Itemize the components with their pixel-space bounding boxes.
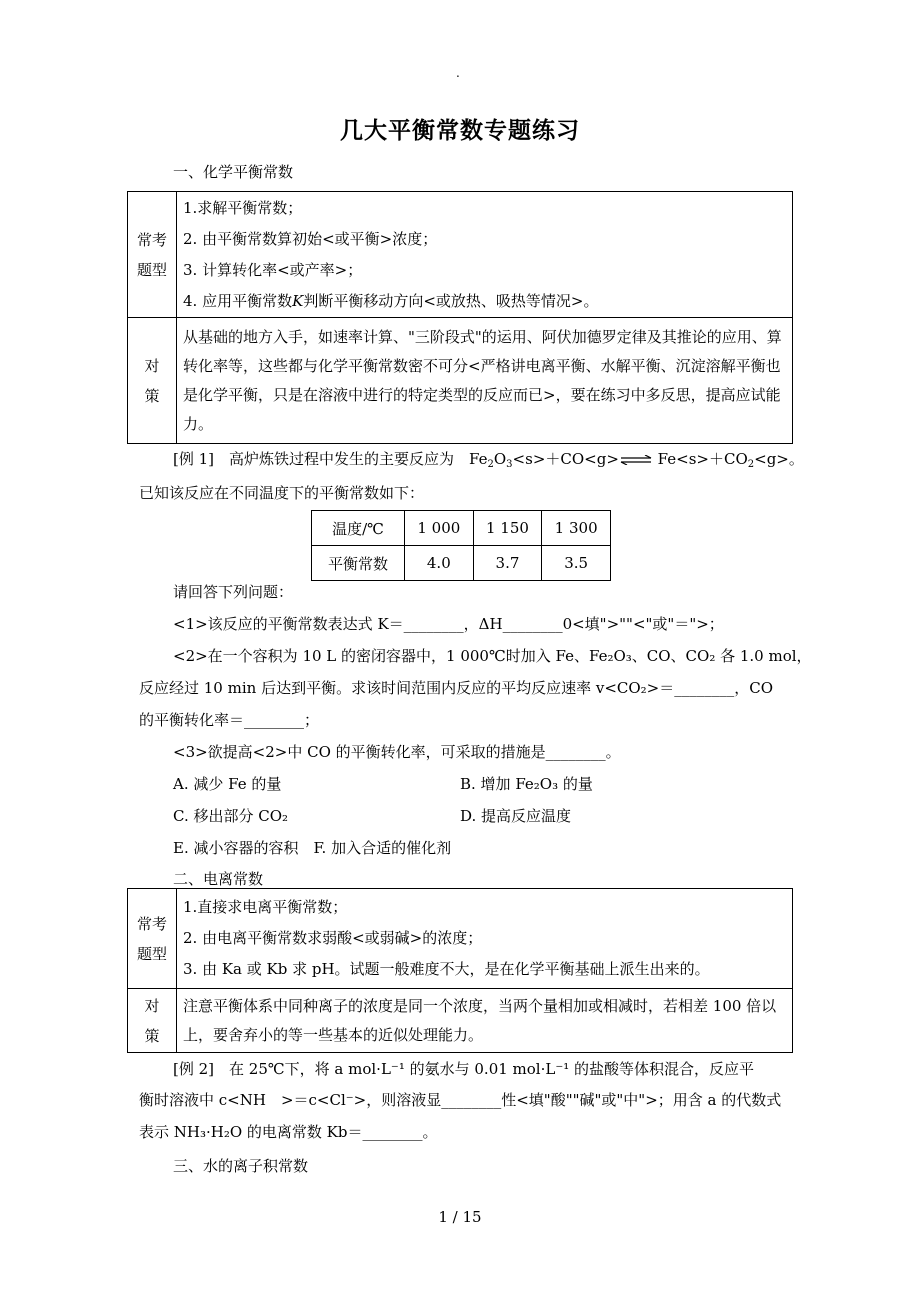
question-2-line2: 反应经过 10 min 后达到平衡。求该时间范围内反应的平均反应速率 v<CO₂>＝________，CO bbox=[139, 679, 774, 697]
example2-line1: [例 2] 在 25℃下，将 a mol·L⁻¹ 的氨水与 0.01 mol·L⁻¹ 的盐酸等体积混合，反应平 bbox=[173, 1060, 755, 1078]
types-cell bbox=[177, 192, 793, 318]
type-item: 1.直接求电离平衡常数； bbox=[183, 898, 348, 916]
type-item: 2. 由平衡常数算初始<或平衡>浓度； bbox=[183, 229, 438, 248]
option-c: C. 移出部分 CO₂ bbox=[173, 807, 289, 825]
types-label: 常考 题型 bbox=[128, 192, 177, 318]
section2-heading: 二、电离常数 bbox=[173, 870, 264, 888]
types-label: 常考 题型 bbox=[128, 889, 177, 989]
strategy-text: 从基础的地方入手，如速率计算、"三阶段式"的运用、阿伏加德罗定律及其推论的应用、算转化率等，这些都与化学平衡常数密不可分<严格讲电离平衡、水解平衡、沉淀溶解平衡也是化学平衡，只是在溶液中进行的特定类型的反应而已>，要在练习中多反思，提高应试能力。 bbox=[183, 327, 782, 433]
k-cell: 3.5 bbox=[542, 546, 611, 581]
strategy-label: 对 策 bbox=[128, 989, 177, 1053]
question-2-line1: <2>在一个容积为 10 L 的密闭容器中，1 000℃时加入 Fe、Fe₂O₃、CO、CO₂ 各 1.0 mol， bbox=[173, 647, 812, 665]
section2-table bbox=[127, 888, 793, 1053]
temp-header: 温度/℃ bbox=[312, 511, 405, 546]
example2-line3: 表示 NH₃·H₂O 的电离常数 Kb＝________。 bbox=[139, 1123, 438, 1141]
option-a: A. 减少 Fe 的量 bbox=[173, 775, 282, 793]
temp-cell: 1 150 bbox=[473, 511, 542, 546]
strategy-cell bbox=[177, 318, 793, 444]
k-cell: 3.7 bbox=[473, 546, 542, 581]
example1-intro: 已知该反应在不同温度下的平衡常数如下： bbox=[139, 484, 425, 502]
option-d: D. 提高反应温度 bbox=[460, 807, 572, 825]
section1-table bbox=[127, 191, 793, 444]
k-cell: 4.0 bbox=[405, 546, 474, 581]
equilibrium-arrow-icon bbox=[619, 450, 653, 470]
example2-line2: 衡时溶液中 c<NH >＝c<Cl⁻>，则溶液显________性<填"酸""碱"或"中">；用含 a 的代数式 bbox=[139, 1091, 782, 1109]
option-ef: E. 减小容器的容积 F. 加入合适的催化剂 bbox=[173, 839, 452, 857]
k-header: 平衡常数 bbox=[312, 546, 405, 581]
temp-cell: 1 000 bbox=[405, 511, 474, 546]
strategy-text: 注意平衡体系中同种离子的浓度是同一个浓度，当两个量相加或相减时，若相差 100 倍以上，要舍弃小的等一些基本的近似处理能力。 bbox=[183, 996, 777, 1044]
example1-equation: [例 1] 高炉炼铁过程中发生的主要反应为 $Fe_2O_3<s>+CO<g> Fe<s>+CO_2<g>$。 bbox=[173, 450, 804, 470]
question-1: <1>该反应的平衡常数表达式 K＝________，ΔH________0<填">""<"或"＝">； bbox=[173, 615, 724, 633]
option-b: B. 增加 Fe₂O₃ 的量 bbox=[460, 775, 593, 793]
type-item: 2. 由电离平衡常数求弱酸<或弱碱>的浓度； bbox=[183, 929, 483, 947]
type-item: 3. 计算转化率<或产率>； bbox=[183, 260, 363, 279]
temp-cell: 1 300 bbox=[542, 511, 611, 546]
page-title: 几大平衡常数专题练习 bbox=[340, 117, 580, 144]
prompt: 请回答下列问题： bbox=[173, 583, 294, 601]
temperature-table bbox=[311, 510, 611, 581]
type-item: 4. 应用平衡常数K判断平衡移动方向<或放热、吸热等情况>。 bbox=[183, 291, 599, 310]
strategy-label: 对 策 bbox=[128, 318, 177, 444]
question-3: <3>欲提高<2>中 CO 的平衡转化率，可采取的措施是________。 bbox=[173, 743, 621, 761]
section3-heading: 三、水的离子积常数 bbox=[173, 1157, 309, 1175]
question-2-line3: 的平衡转化率＝________； bbox=[139, 711, 320, 729]
types-cell bbox=[177, 889, 793, 989]
strategy-cell bbox=[177, 989, 793, 1053]
header-mark: . bbox=[456, 66, 460, 80]
page-number: 1 / 15 bbox=[438, 1208, 482, 1226]
type-item: 3. 由 Ka 或 Kb 求 pH。试题一般难度不大，是在化学平衡基础上派生出来的。 bbox=[183, 960, 710, 978]
section1-heading: 一、化学平衡常数 bbox=[173, 163, 294, 181]
type-item: 1.求解平衡常数； bbox=[183, 198, 303, 217]
